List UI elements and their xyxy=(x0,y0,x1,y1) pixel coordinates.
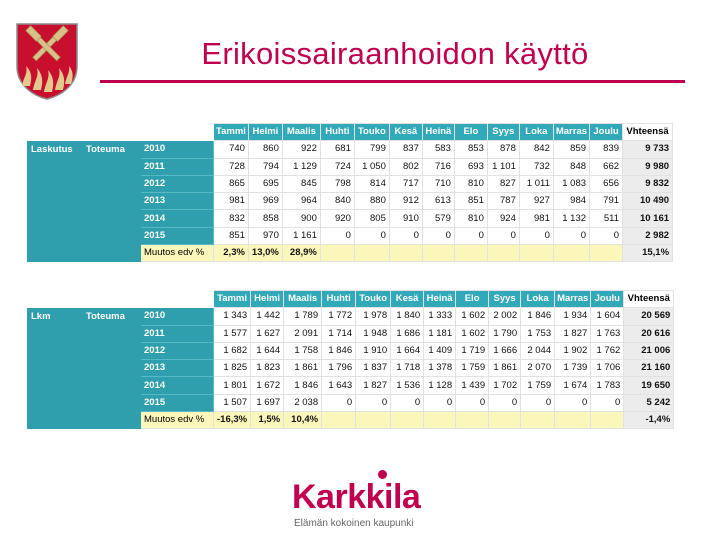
value-cell: 1 759 xyxy=(521,377,555,394)
billing-table xyxy=(27,123,673,262)
value-cell: 0 xyxy=(424,394,456,411)
value-cell: 848 xyxy=(553,158,589,175)
change-cell xyxy=(590,245,623,262)
value-cell: 970 xyxy=(248,227,282,244)
value-cell: 0 xyxy=(591,394,624,411)
year-cell: 2013 xyxy=(141,193,214,210)
value-cell: 912 xyxy=(389,193,422,210)
change-cell: 1,5% xyxy=(251,412,284,429)
value-cell: 0 xyxy=(454,227,487,244)
value-cell: 1 101 xyxy=(487,158,519,175)
change-cell xyxy=(519,245,553,262)
total-cell: 5 242 xyxy=(624,394,674,411)
value-cell: 695 xyxy=(248,175,282,192)
value-cell: 1 686 xyxy=(391,325,424,342)
value-cell: 1 644 xyxy=(251,342,284,359)
value-cell: 1 910 xyxy=(356,342,391,359)
value-cell: 853 xyxy=(454,141,487,158)
change-cell: 2,3% xyxy=(214,245,249,262)
value-cell: 984 xyxy=(553,193,589,210)
value-cell: 0 xyxy=(487,227,519,244)
month-header: Syys xyxy=(489,291,521,308)
value-cell: 1 789 xyxy=(284,308,322,325)
year-cell: 2015 xyxy=(141,394,214,411)
change-cell xyxy=(456,412,489,429)
value-cell: 1 827 xyxy=(555,325,591,342)
total-cell: 9 733 xyxy=(623,141,673,158)
total-cell: 9 980 xyxy=(623,158,673,175)
total-cell: 10 490 xyxy=(623,193,673,210)
value-cell: 0 xyxy=(590,227,623,244)
change-cell xyxy=(389,245,422,262)
value-cell: 2 038 xyxy=(284,394,322,411)
value-cell: 656 xyxy=(590,175,623,192)
change-cell xyxy=(454,245,487,262)
value-cell: 1 827 xyxy=(356,377,391,394)
change-label: Muutos edv % xyxy=(141,245,214,262)
change-cell xyxy=(354,245,389,262)
value-cell: 1 378 xyxy=(424,360,456,377)
value-cell: 0 xyxy=(389,227,422,244)
value-cell: 1 674 xyxy=(555,377,591,394)
value-cell: 832 xyxy=(214,210,249,227)
value-cell: 1 790 xyxy=(489,325,521,342)
change-cell: 28,9% xyxy=(282,245,320,262)
value-cell: 1 604 xyxy=(591,308,624,325)
total-cell: 21 160 xyxy=(624,360,674,377)
value-cell: 0 xyxy=(456,394,489,411)
coat-of-arms-icon xyxy=(14,22,80,100)
value-cell: 878 xyxy=(487,141,519,158)
value-cell: 924 xyxy=(487,210,519,227)
value-cell: 827 xyxy=(487,175,519,192)
value-cell: 0 xyxy=(489,394,521,411)
total-cell: 20 569 xyxy=(624,308,674,325)
month-header: Loka xyxy=(519,124,553,141)
month-header: Heinä xyxy=(422,124,454,141)
value-cell: 1 902 xyxy=(555,342,591,359)
header-blank xyxy=(28,124,83,141)
change-label: Muutos edv % xyxy=(141,412,214,429)
value-cell: 805 xyxy=(354,210,389,227)
month-header: Syys xyxy=(487,124,519,141)
value-cell: 1 343 xyxy=(214,308,251,325)
month-header: Maalis xyxy=(284,291,322,308)
change-total-cell: 15,1% xyxy=(623,245,673,262)
total-cell: 2 982 xyxy=(623,227,673,244)
value-cell: 2 044 xyxy=(521,342,555,359)
value-cell: 2 091 xyxy=(284,325,322,342)
type-label: Toteuma xyxy=(83,141,141,262)
value-cell: 0 xyxy=(356,394,391,411)
value-cell: 1 846 xyxy=(284,377,322,394)
value-cell: 662 xyxy=(590,158,623,175)
value-cell: 1 948 xyxy=(356,325,391,342)
value-cell: 839 xyxy=(590,141,623,158)
karkkila-logo: Karkkila xyxy=(292,478,421,516)
value-cell: 693 xyxy=(454,158,487,175)
change-cell xyxy=(322,412,356,429)
value-cell: 814 xyxy=(354,175,389,192)
value-cell: 1 783 xyxy=(591,377,624,394)
change-cell xyxy=(424,412,456,429)
value-cell: 710 xyxy=(422,175,454,192)
value-cell: 1 758 xyxy=(284,342,322,359)
year-cell: 2011 xyxy=(141,325,214,342)
value-cell: 927 xyxy=(519,193,553,210)
value-cell: 1 772 xyxy=(322,308,356,325)
value-cell: 1 840 xyxy=(391,308,424,325)
value-cell: 1 739 xyxy=(555,360,591,377)
value-cell: 865 xyxy=(214,175,249,192)
year-cell: 2012 xyxy=(141,342,214,359)
value-cell: 1 083 xyxy=(553,175,589,192)
month-header: Tammi xyxy=(214,124,249,141)
value-cell: 511 xyxy=(590,210,623,227)
value-cell: 583 xyxy=(422,141,454,158)
value-cell: 840 xyxy=(320,193,354,210)
month-header: Huhti xyxy=(322,291,356,308)
value-cell: 2 002 xyxy=(489,308,521,325)
value-cell: 724 xyxy=(320,158,354,175)
header-blank xyxy=(141,124,214,141)
change-cell: 10,4% xyxy=(284,412,322,429)
value-cell: 851 xyxy=(214,227,249,244)
value-cell: 1 536 xyxy=(391,377,424,394)
total-cell: 9 832 xyxy=(623,175,673,192)
month-header: Joulu xyxy=(590,124,623,141)
value-cell: 1 602 xyxy=(456,325,489,342)
year-cell: 2011 xyxy=(141,158,214,175)
value-cell: 981 xyxy=(519,210,553,227)
month-header: Kesä xyxy=(389,124,422,141)
header-blank xyxy=(83,291,141,308)
value-cell: 860 xyxy=(248,141,282,158)
value-cell: 0 xyxy=(553,227,589,244)
total-cell: 10 161 xyxy=(623,210,673,227)
value-cell: 1 753 xyxy=(521,325,555,342)
value-cell: 1 846 xyxy=(521,308,555,325)
value-cell: 1 627 xyxy=(251,325,284,342)
value-cell: 1 759 xyxy=(456,360,489,377)
value-cell: 900 xyxy=(282,210,320,227)
month-header: Helmi xyxy=(248,124,282,141)
value-cell: 1 507 xyxy=(214,394,251,411)
value-cell: 1 050 xyxy=(354,158,389,175)
slide-title: Erikoissairaanhoidon käyttö xyxy=(201,36,589,71)
value-cell: 787 xyxy=(487,193,519,210)
type-label: Toteuma xyxy=(83,308,141,429)
value-cell: 0 xyxy=(320,227,354,244)
month-header: Helmi xyxy=(251,291,284,308)
month-header: Marras xyxy=(555,291,591,308)
value-cell: 1 861 xyxy=(489,360,521,377)
value-cell: 880 xyxy=(354,193,389,210)
value-cell: 858 xyxy=(248,210,282,227)
title-underline xyxy=(100,80,685,83)
value-cell: 1 796 xyxy=(322,360,356,377)
value-cell: 842 xyxy=(519,141,553,158)
value-cell: 1 702 xyxy=(489,377,521,394)
value-cell: 798 xyxy=(320,175,354,192)
value-cell: 845 xyxy=(282,175,320,192)
measure-label: Laskutus xyxy=(28,141,83,262)
value-cell: 0 xyxy=(322,394,356,411)
value-cell: 969 xyxy=(248,193,282,210)
value-cell: 717 xyxy=(389,175,422,192)
value-cell: 1 697 xyxy=(251,394,284,411)
total-cell: 19 650 xyxy=(624,377,674,394)
change-cell: 13,0% xyxy=(248,245,282,262)
month-header: Tammi xyxy=(214,291,251,308)
change-cell xyxy=(489,412,521,429)
value-cell: 1 825 xyxy=(214,360,251,377)
month-header: Touko xyxy=(356,291,391,308)
change-total-cell: -1,4% xyxy=(624,412,674,429)
value-cell: 1 643 xyxy=(322,377,356,394)
value-cell: 579 xyxy=(422,210,454,227)
value-cell: 1 672 xyxy=(251,377,284,394)
logo-tagline: Elämän kokoinen kaupunki xyxy=(294,518,414,529)
value-cell: 728 xyxy=(214,158,249,175)
value-cell: 981 xyxy=(214,193,249,210)
value-cell: 716 xyxy=(422,158,454,175)
value-cell: 2 070 xyxy=(521,360,555,377)
value-cell: 732 xyxy=(519,158,553,175)
year-cell: 2010 xyxy=(141,141,214,158)
value-cell: 810 xyxy=(454,210,487,227)
value-cell: 791 xyxy=(590,193,623,210)
value-cell: 851 xyxy=(454,193,487,210)
change-cell xyxy=(320,245,354,262)
value-cell: 1 011 xyxy=(519,175,553,192)
total-cell: 21 006 xyxy=(624,342,674,359)
value-cell: 1 763 xyxy=(591,325,624,342)
measure-label: Lkm xyxy=(28,308,83,429)
table-row xyxy=(28,141,673,158)
month-header: Huhti xyxy=(320,124,354,141)
year-cell: 2013 xyxy=(141,360,214,377)
value-cell: 0 xyxy=(354,227,389,244)
value-cell: 1 181 xyxy=(424,325,456,342)
total-header: Vhteensä xyxy=(623,124,673,141)
change-cell: -16,3% xyxy=(214,412,251,429)
month-header: Joulu xyxy=(591,291,624,308)
value-cell: 1 846 xyxy=(322,342,356,359)
change-cell xyxy=(555,412,591,429)
value-cell: 1 666 xyxy=(489,342,521,359)
value-cell: 613 xyxy=(422,193,454,210)
value-cell: 1 333 xyxy=(424,308,456,325)
value-cell: 1 718 xyxy=(391,360,424,377)
value-cell: 1 861 xyxy=(284,360,322,377)
value-cell: 1 978 xyxy=(356,308,391,325)
total-cell: 20 616 xyxy=(624,325,674,342)
visits-table xyxy=(27,290,674,429)
month-header: Loka xyxy=(521,291,555,308)
change-cell xyxy=(422,245,454,262)
value-cell: 1 714 xyxy=(322,325,356,342)
value-cell: 794 xyxy=(248,158,282,175)
value-cell: 1 128 xyxy=(424,377,456,394)
value-cell: 1 602 xyxy=(456,308,489,325)
year-cell: 2015 xyxy=(141,227,214,244)
header-blank xyxy=(141,291,214,308)
value-cell: 922 xyxy=(282,141,320,158)
value-cell: 0 xyxy=(422,227,454,244)
value-cell: 1 409 xyxy=(424,342,456,359)
value-cell: 0 xyxy=(519,227,553,244)
change-cell xyxy=(391,412,424,429)
value-cell: 1 837 xyxy=(356,360,391,377)
month-header: Touko xyxy=(354,124,389,141)
value-cell: 1 934 xyxy=(555,308,591,325)
value-cell: 1 706 xyxy=(591,360,624,377)
month-header: Maalis xyxy=(282,124,320,141)
month-header: Marras xyxy=(553,124,589,141)
table-row xyxy=(28,308,674,325)
value-cell: 1 442 xyxy=(251,308,284,325)
change-cell xyxy=(521,412,555,429)
value-cell: 0 xyxy=(391,394,424,411)
value-cell: 1 719 xyxy=(456,342,489,359)
header-blank xyxy=(83,124,141,141)
value-cell: 1 823 xyxy=(251,360,284,377)
total-header: Vhteensä xyxy=(624,291,674,308)
value-cell: 837 xyxy=(389,141,422,158)
value-cell: 1 664 xyxy=(391,342,424,359)
year-cell: 2014 xyxy=(141,377,214,394)
change-cell xyxy=(487,245,519,262)
value-cell: 1 439 xyxy=(456,377,489,394)
value-cell: 0 xyxy=(521,394,555,411)
value-cell: 920 xyxy=(320,210,354,227)
value-cell: 859 xyxy=(553,141,589,158)
change-cell xyxy=(356,412,391,429)
value-cell: 681 xyxy=(320,141,354,158)
value-cell: 802 xyxy=(389,158,422,175)
month-header: Kesä xyxy=(391,291,424,308)
value-cell: 810 xyxy=(454,175,487,192)
change-cell xyxy=(591,412,624,429)
value-cell: 964 xyxy=(282,193,320,210)
value-cell: 1 132 xyxy=(553,210,589,227)
year-cell: 2010 xyxy=(141,308,214,325)
value-cell: 1 577 xyxy=(214,325,251,342)
year-cell: 2014 xyxy=(141,210,214,227)
value-cell: 1 762 xyxy=(591,342,624,359)
value-cell: 910 xyxy=(389,210,422,227)
header-blank xyxy=(28,291,83,308)
value-cell: 1 801 xyxy=(214,377,251,394)
value-cell: 1 161 xyxy=(282,227,320,244)
value-cell: 0 xyxy=(555,394,591,411)
value-cell: 740 xyxy=(214,141,249,158)
year-cell: 2012 xyxy=(141,175,214,192)
month-header: Heinä xyxy=(424,291,456,308)
value-cell: 1 129 xyxy=(282,158,320,175)
value-cell: 799 xyxy=(354,141,389,158)
value-cell: 1 682 xyxy=(214,342,251,359)
change-cell xyxy=(553,245,589,262)
month-header: Elo xyxy=(454,124,487,141)
month-header: Elo xyxy=(456,291,489,308)
